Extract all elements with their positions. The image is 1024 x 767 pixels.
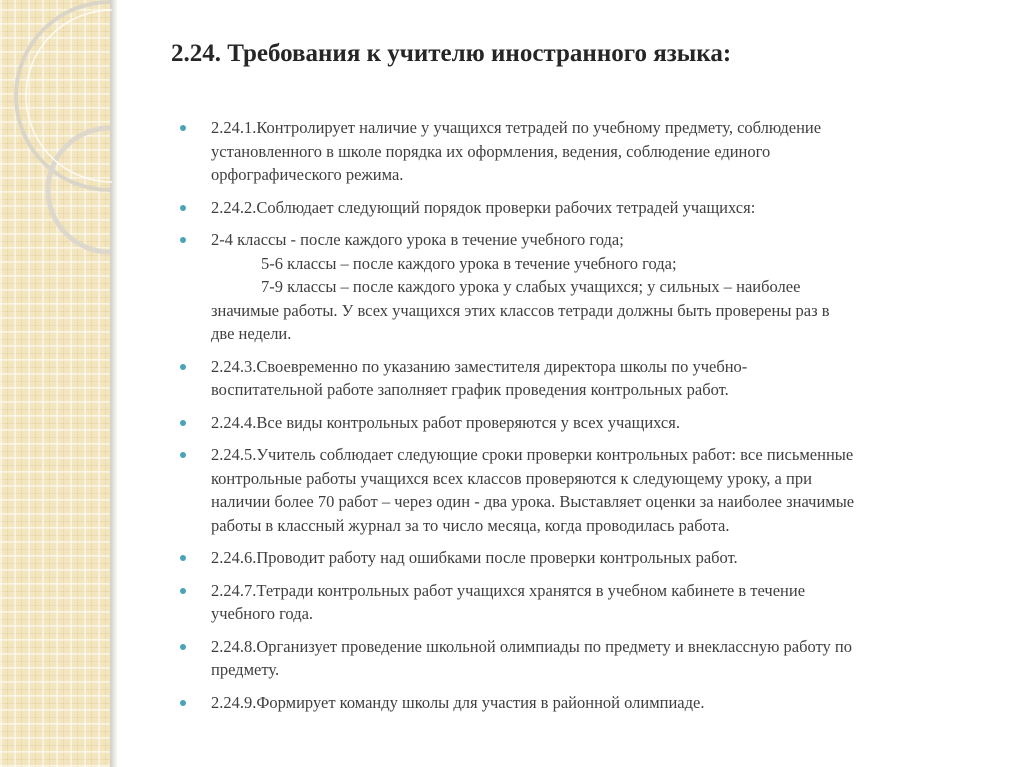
list-item [180, 546, 980, 570]
item-text-line: 5-6 классы – после каждого урока в течение учебного года; [261, 253, 677, 273]
decorative-rings [0, 0, 180, 260]
item-text-line: 2.24.4.Все виды контрольных работ проверяются у всех учащихся. [211, 412, 680, 432]
list-item [180, 116, 980, 187]
item-text-line: воспитательной работе заполняет график проведения контрольных работ. [211, 380, 729, 399]
item-text-line: 2.24.9.Формирует команду школы для участия в районной олимпиаде. [211, 692, 705, 712]
list-item [180, 691, 980, 715]
dot-bullet-icon [180, 364, 186, 370]
item-text-line: 2.24.1.Контролирует наличие у учащихся тетрадей по учебному предмету, соблюдение [211, 118, 822, 137]
item-text-line: 2.24.2.Соблюдает следующий порядок проверки рабочих тетрадей учащихся: [211, 197, 756, 217]
dot-bullet-icon [180, 588, 186, 594]
list-item [180, 196, 980, 220]
requirements-list [180, 116, 980, 723]
item-text-line: работы в классный журнал за то число месяца, когда проводилась работа. [211, 515, 730, 535]
item-text-line: наличии более 70 работ – через один - два урока. Выставляет оценки за наиболее значимые [211, 492, 855, 511]
dot-bullet-icon [180, 555, 186, 561]
dot-bullet-icon [180, 644, 186, 650]
item-text-line: учебного года. [211, 604, 314, 623]
item-text-line: 2-4 классы - после каждого урока в течение учебного года; [211, 230, 624, 249]
dot-bullet-icon [180, 420, 186, 426]
item-text-line: значимые работы. У всех учащихся этих классов тетради должны быть проверены раз в [211, 300, 830, 320]
item-text-line: 7-9 классы – после каждого урока у слабых учащихся; у сильных – наиболее [261, 277, 801, 296]
item-text-line: 2.24.5.Учитель соблюдает следующие сроки проверки контрольных работ: все письменные [211, 445, 854, 464]
item-text-line: две недели. [211, 324, 292, 343]
list-item [180, 228, 980, 346]
list-item [180, 579, 980, 626]
dot-bullet-icon [180, 700, 186, 706]
item-text-line: предмету. [211, 660, 280, 679]
item-text-line: 2.24.3.Своевременно по указанию заместителя директора школы по учебно- [211, 356, 748, 376]
slide-title: 2.24. Требования к учителю иностранного языка: [171, 40, 732, 67]
dot-bullet-icon [180, 125, 186, 131]
list-item [180, 355, 980, 402]
item-text-line: 2.24.6.Проводит работу над ошибками после проверки контрольных работ. [211, 548, 738, 567]
dot-bullet-icon [180, 452, 186, 458]
dot-bullet-icon [180, 237, 186, 243]
item-text-line: контрольные работы учащихся всех классов проверяются к следующему уроку, а при [211, 468, 812, 488]
list-item [180, 635, 980, 682]
item-text-line: установленного в школе порядка их оформления, ведения, соблюдение единого [211, 141, 771, 161]
list-item [180, 443, 980, 537]
list-item [180, 411, 980, 435]
item-text-line: 2.24.7.Тетради контрольных работ учащихся хранятся в учебном кабинете в течение [211, 580, 806, 600]
item-text-line: орфографического режима. [211, 165, 404, 184]
item-text-line: 2.24.8.Организует проведение школьной олимпиады по предмету и внеклассную работу по [211, 636, 852, 656]
dot-bullet-icon [180, 205, 186, 211]
